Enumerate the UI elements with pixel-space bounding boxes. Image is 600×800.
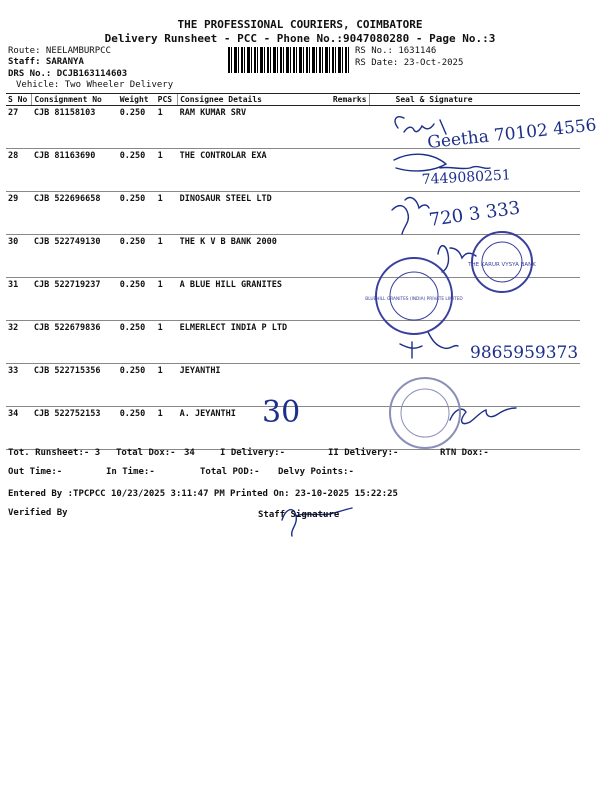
i-delivery: I Delivery:- [220, 448, 286, 458]
staff-signature-label: Staff Signature [258, 510, 340, 520]
row-pcs: 1 [156, 192, 178, 235]
ii-delivery: II Delivery:- [328, 448, 399, 458]
row-consignee: A. JEYANTHI [178, 407, 331, 450]
row-consignee: DINOSAUR STEEL LTD [178, 192, 331, 235]
handwritten-mark-row34: 30 [262, 395, 301, 430]
tot-runsheet: Tot. Runsheet:- 3 [8, 448, 101, 458]
row-pcs: 1 [156, 364, 178, 407]
rs-date: RS Date: 23-Oct-2025 [355, 58, 464, 68]
handwritten-phone-row32: 9865959373 [470, 343, 579, 363]
handwritten-phone-row28: 7449080251 [421, 167, 512, 188]
row-consignment: CJB 81158103 [32, 106, 118, 149]
row-weight: 0.250 [118, 364, 156, 407]
row-pcs: 1 [156, 407, 178, 450]
row-weight: 0.250 [118, 192, 156, 235]
row-consignee: THE CONTROLAR EXA [178, 149, 331, 192]
row-consignee: THE K V B BANK 2000 [178, 235, 331, 278]
row-consignment: CJB 522715356 [32, 364, 118, 407]
rtn-dox: RTN Dox:- [440, 448, 489, 458]
row-consignee: RAM KUMAR SRV [178, 106, 331, 149]
handwritten-phone-row29: 720 3 333 [427, 197, 522, 231]
col-seal-signature: Seal & Signature [369, 94, 580, 106]
drs-number: DRS No.: DCJB163114603 [8, 69, 128, 79]
row-pcs: 1 [156, 235, 178, 278]
row-sno: 34 [6, 407, 32, 450]
handwritten-phone-row27: Geetha 70102 4556 [426, 115, 598, 153]
in-time: In Time:- [106, 467, 155, 477]
row-consignment: CJB 522696658 [32, 192, 118, 235]
verified-by: Verified By [8, 508, 68, 518]
row-sno: 28 [6, 149, 32, 192]
row-weight: 0.250 [118, 235, 156, 278]
row34-stamp [390, 378, 460, 448]
col-sno: S No [6, 94, 32, 106]
row-consignee: JEYANTHI [178, 364, 331, 407]
row-sno: 31 [6, 278, 32, 321]
col-remarks: Remarks [331, 94, 369, 106]
row-sno: 32 [6, 321, 32, 364]
row-consignment: CJB 522752153 [32, 407, 118, 450]
row-pcs: 1 [156, 278, 178, 321]
row-weight: 0.250 [118, 321, 156, 364]
row-consignment: CJB 81163690 [32, 149, 118, 192]
col-weight: Weight [118, 94, 156, 106]
rs-number: RS No.: 1631146 [355, 46, 437, 56]
delvy-points: Delvy Points:- [278, 467, 354, 477]
route-label: Route: NEELAMBURPCC [8, 46, 111, 56]
row-pcs: 1 [156, 106, 178, 149]
row-consignment: CJB 522679836 [32, 321, 118, 364]
row-weight: 0.250 [118, 407, 156, 450]
row-weight: 0.250 [118, 106, 156, 149]
row-consignment: CJB 522719237 [32, 278, 118, 321]
row-pcs: 1 [156, 149, 178, 192]
staff-label: Staff: SARANYA [8, 57, 84, 67]
row-weight: 0.250 [118, 149, 156, 192]
signature-row29 [392, 198, 429, 234]
document-subtitle: Delivery Runsheet - PCC - Phone No.:9047080280 - Page No.:3 [104, 32, 496, 45]
row-consignee: A BLUE HILL GRANITES [178, 278, 331, 321]
col-pcs: PCS [156, 94, 178, 106]
col-consignee: Consignee Details [178, 94, 331, 106]
row-sno: 29 [6, 192, 32, 235]
row-weight: 0.250 [118, 278, 156, 321]
document-title: THE PROFESSIONAL COURIERS, COIMBATORE [177, 18, 423, 31]
bluehill-stamp-text: BLUEHILL GRANITES (INDIA) PRIVATE LIMITED [365, 297, 463, 302]
bluehill-stamp [365, 258, 463, 334]
row-sno: 30 [6, 235, 32, 278]
out-time: Out Time:- [8, 467, 63, 477]
total-pod: Total POD:- [200, 467, 260, 477]
entered-by: Entered By :TPCPCC 10/23/2025 3:11:47 PM [8, 489, 225, 499]
row-pcs: 1 [156, 321, 178, 364]
row-sno: 33 [6, 364, 32, 407]
signature-row30 [438, 246, 476, 272]
kvb-stamp-text: THE KARUR VYSYA BANK [468, 262, 536, 268]
row-consignment: CJB 522749130 [32, 235, 118, 278]
col-consignment: Consignment No [32, 94, 118, 106]
total-dox-value: 34 [184, 448, 195, 458]
printed-on: Printed On: 23-10-2025 15:22:25 [230, 489, 398, 499]
row-consignee: ELMERLECT INDIA P LTD [178, 321, 331, 364]
vehicle-label: Vehicle: Two Wheeler Delivery [16, 80, 174, 90]
row-sno: 27 [6, 106, 32, 149]
total-dox-label: Total Dox:- [116, 448, 176, 458]
signature-row32 [400, 332, 458, 358]
kvb-stamp [467, 232, 536, 292]
